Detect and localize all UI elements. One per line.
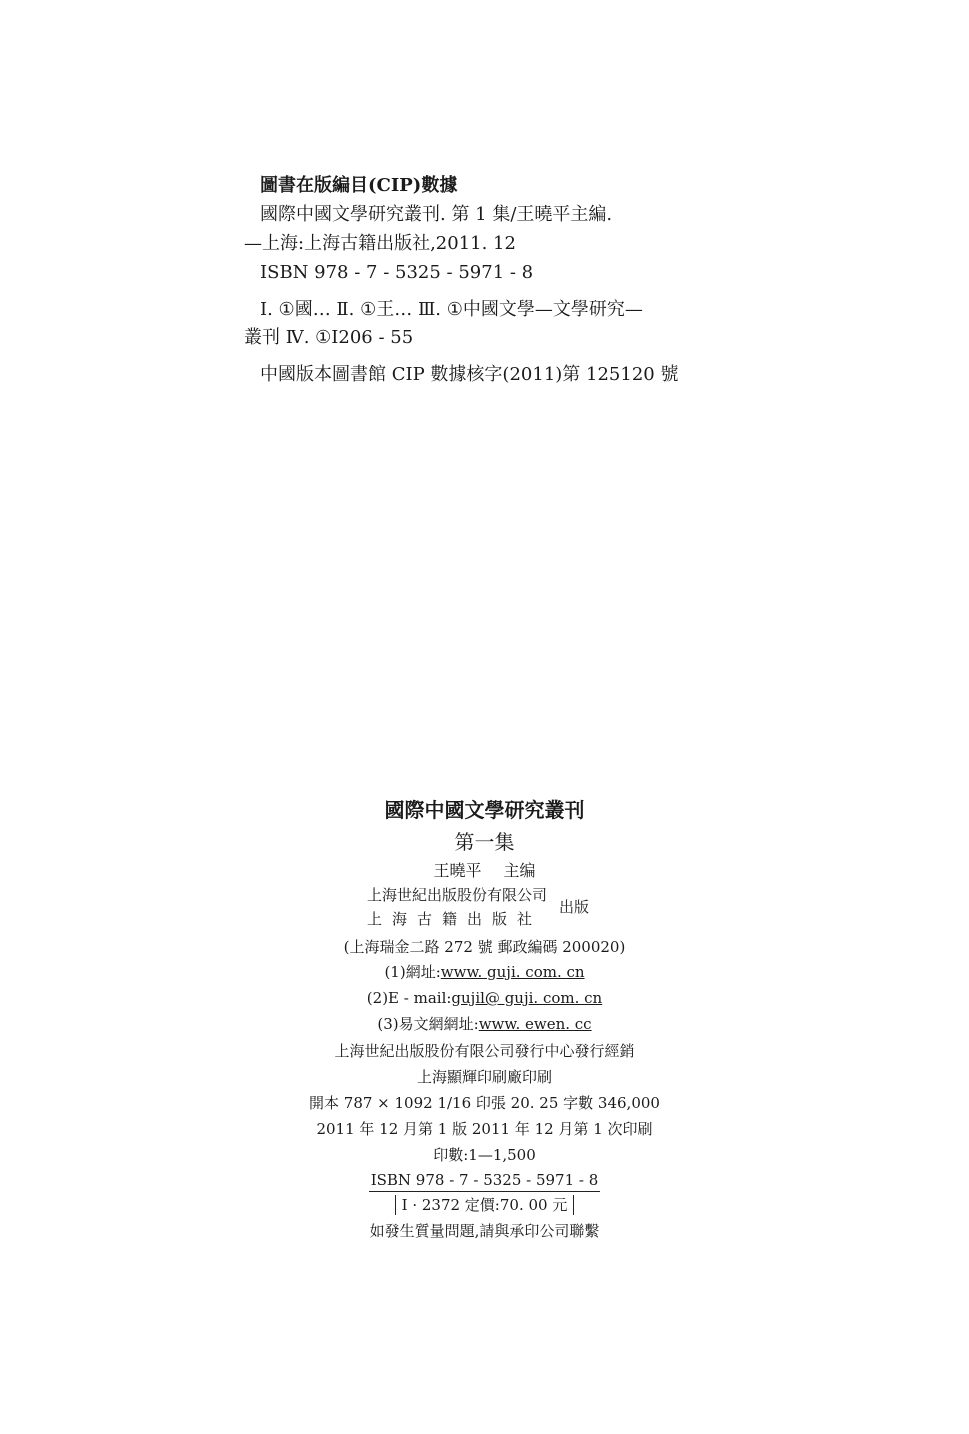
editor-name: 王曉平 [433,861,482,880]
quality-notice: 如發生質量問題,請與承印公司聯繫 [369,1222,600,1240]
email-line [0,988,969,1008]
volume-label: 第一集 [454,830,515,854]
editor-line [0,860,969,882]
email-link[interactable]: gujil@ guji. com. cn [451,989,603,1007]
cip-classification-cont: 叢刊 Ⅳ. ①I206 - 55 [244,327,414,348]
ewen-link[interactable]: www. ewen. cc [478,1015,592,1033]
edition-line: 2011 年 12 月第 1 版 2011 年 12 月第 1 次印刷 [316,1120,653,1138]
publisher-company: 上海世紀出版股份有限公司 [367,886,548,904]
ewen-label: (3)易文網網址: [377,1015,479,1033]
cip-title-line: 國際中國文學研究叢刊. 第 1 集/王曉平主編. [260,204,613,225]
isbn-line [0,1170,969,1192]
ewen-line [0,1014,969,1034]
publisher-group [367,885,627,931]
cip-publisher-line: —上海:上海古籍出版社,2011. 12 [244,233,516,254]
print-run-line: 印數:1—1,500 [433,1146,536,1164]
publisher-address: (上海瑞金二路 272 號 郵政編碼 200020) [343,938,626,956]
price-line [0,1195,969,1215]
website-label: (1)網址: [384,963,441,981]
distribution-line: 上海世紀出版股份有限公司發行中心發行經銷 [334,1042,635,1060]
isbn-number: ISBN 978 - 7 - 5325 - 5971 - 8 [369,1170,601,1192]
publisher-suffix: 出版 [559,898,590,916]
website-link[interactable]: www. guji. com. cn [440,963,585,981]
cip-classification-line: Ⅰ. ①國… Ⅱ. ①王… Ⅲ. ①中國文學—文學研究— [260,299,643,320]
website-line [0,962,969,982]
printer-line: 上海顯輝印刷廠印刷 [416,1068,552,1086]
email-label: (2)E - mail: [366,989,452,1007]
cip-heading: 圖書在版編目(CIP)數據 [260,175,458,196]
cip-isbn-line: ISBN 978 - 7 - 5325 - 5971 - 8 [260,262,534,283]
format-line: 開本 787 × 1092 1/16 印張 20. 25 字數 346,000 [309,1094,660,1112]
book-title: 國際中國文學研究叢刊 [384,798,585,822]
publisher-press: 上海古籍出版社 [367,910,543,928]
price-value: I · 2372 定價:70. 00 元 [395,1195,575,1215]
cip-record-number: 中國版本圖書館 CIP 數據核字(2011)第 125120 號 [260,364,679,385]
editor-role: 主编 [503,861,536,880]
